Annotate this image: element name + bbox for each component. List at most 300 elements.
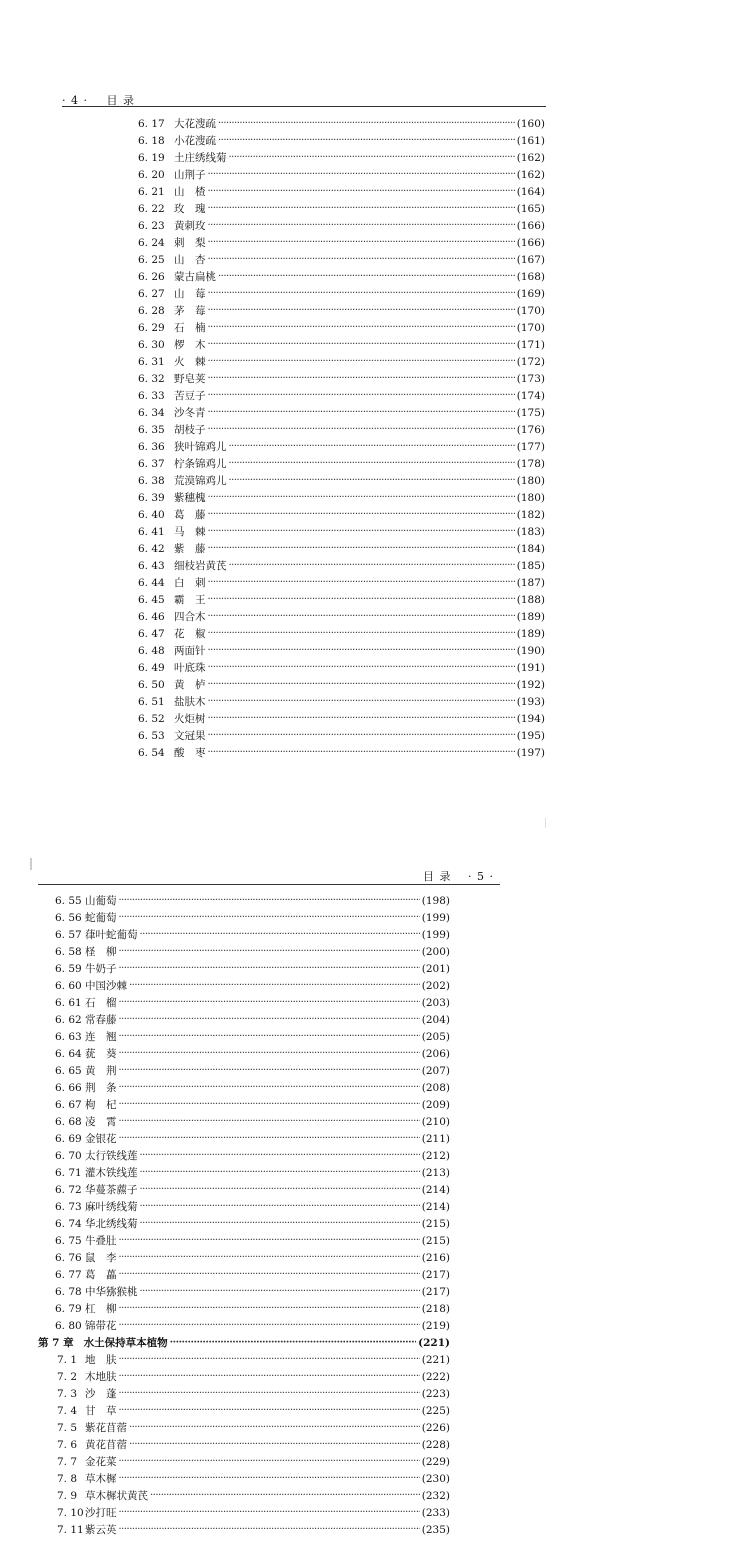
entry-number: 6. 35 [138, 423, 165, 436]
dot-leader [119, 1473, 420, 1484]
dot-leader [218, 118, 515, 129]
entry-page: (176) [516, 423, 545, 436]
entry-page: (215) [421, 1217, 450, 1230]
entry-title: 草木樨 [85, 1473, 117, 1485]
entry-title: 狭叶锦鸡儿 [174, 441, 227, 453]
dot-leader [140, 1167, 420, 1178]
entry-number: 6. 57 [55, 928, 82, 941]
dot-leader [119, 1524, 420, 1535]
toc-entry[interactable] [138, 744, 545, 761]
toc-entry[interactable] [138, 523, 545, 540]
entry-page: (223) [421, 1387, 450, 1400]
entry-page: (182) [516, 508, 545, 521]
entry-title: 中华猕猴桃 [85, 1286, 138, 1298]
entry-number: 第 7 章 [38, 1337, 74, 1349]
entry-page: (189) [516, 627, 545, 640]
entry-page: (207) [421, 1064, 450, 1077]
entry-page: (162) [516, 151, 545, 164]
entry-title: 胡枝子 [174, 424, 206, 436]
entry-page: (193) [516, 695, 545, 708]
entry-number: 6. 48 [138, 644, 165, 657]
toc-entry[interactable] [38, 1096, 450, 1113]
toc-entry[interactable] [38, 1504, 450, 1521]
entry-page: (228) [421, 1438, 450, 1451]
toc-entry[interactable] [138, 591, 545, 608]
dot-leader [208, 526, 515, 537]
dot-leader [208, 747, 515, 758]
entry-title: 甘 草 [85, 1405, 117, 1417]
dot-leader [208, 237, 515, 248]
entry-number: 6. 75 [55, 1234, 82, 1247]
toc-entry[interactable] [138, 268, 545, 285]
entry-title: 金银花 [85, 1133, 117, 1145]
entry-page: (160) [516, 117, 545, 130]
entry-number: 6. 62 [55, 1013, 82, 1026]
dot-leader [208, 220, 515, 231]
dot-leader [208, 594, 515, 605]
dot-leader [119, 1031, 420, 1042]
toc-entry[interactable] [138, 319, 545, 336]
dot-leader [208, 577, 515, 588]
toc-entry[interactable] [38, 1215, 450, 1232]
entry-page: (167) [516, 253, 545, 266]
entry-number: 7. 9 [57, 1489, 78, 1502]
toc-entry[interactable] [38, 994, 450, 1011]
dot-leader [119, 1065, 420, 1076]
entry-title: 紫花苜蓿 [85, 1422, 127, 1434]
toc-entry[interactable] [138, 251, 545, 268]
toc-entry[interactable] [38, 1062, 450, 1079]
dot-leader [208, 186, 515, 197]
toc-entry[interactable] [38, 1232, 450, 1249]
entry-number: 6. 31 [138, 355, 165, 368]
toc-entry[interactable] [38, 1147, 450, 1164]
entry-title: 野皂荚 [174, 373, 206, 385]
dot-leader [119, 1116, 420, 1127]
dot-leader [208, 645, 515, 656]
dot-leader [218, 135, 515, 146]
entry-number: 6. 79 [55, 1302, 82, 1315]
toc-entry[interactable] [38, 926, 450, 943]
entry-title: 山 杏 [174, 254, 206, 266]
entry-page: (219) [421, 1319, 450, 1332]
toc-entry[interactable] [138, 557, 545, 574]
entry-number: 6. 63 [55, 1030, 82, 1043]
dot-leader [119, 1507, 420, 1518]
entry-title: 柽 柳 [85, 946, 117, 958]
entry-number: 7. 3 [57, 1387, 78, 1400]
dot-leader [229, 458, 515, 469]
toc-entry[interactable] [38, 943, 450, 960]
entry-number: 6. 30 [138, 338, 165, 351]
toc-entry[interactable] [138, 710, 545, 727]
entry-page: (180) [516, 491, 545, 504]
toc-entry[interactable] [38, 1266, 450, 1283]
entry-title: 木地肤 [85, 1371, 117, 1383]
dot-leader [119, 1320, 420, 1331]
toc-entry[interactable] [138, 166, 545, 183]
entry-page: (214) [421, 1183, 450, 1196]
toc-page-5 [0, 830, 750, 1546]
entry-title: 枸 杞 [85, 1099, 117, 1111]
entry-page: (168) [516, 270, 545, 283]
entry-title: 草木樨状黄芪 [85, 1490, 148, 1502]
toc-entry[interactable] [138, 285, 545, 302]
entry-title: 花 椒 [174, 628, 206, 640]
entry-page: (164) [516, 185, 545, 198]
toc-entry[interactable] [138, 659, 545, 676]
dot-leader [208, 254, 515, 265]
toc-entry[interactable] [38, 1453, 450, 1470]
entry-title: 山荆子 [174, 169, 206, 181]
entry-number: 7. 1 [57, 1353, 78, 1366]
toc-entry[interactable] [38, 1487, 450, 1504]
toc-entry[interactable] [38, 1011, 450, 1028]
entry-title: 紫 藤 [174, 543, 206, 555]
toc-entry[interactable] [138, 132, 545, 149]
entry-page: (209) [421, 1098, 450, 1111]
entry-title: 椤 木 [174, 339, 206, 351]
toc-entry[interactable] [38, 960, 450, 977]
entry-title: 地 肤 [85, 1354, 117, 1366]
toc-entry[interactable] [138, 115, 545, 132]
entry-number: 6. 51 [138, 695, 165, 708]
entry-title: 蛇葡萄 [85, 912, 117, 924]
entry-number: 6. 24 [138, 236, 165, 249]
entry-number: 6. 34 [138, 406, 165, 419]
entry-title: 鼠 李 [85, 1252, 117, 1264]
dot-leader [119, 895, 420, 906]
toc-entry[interactable] [38, 1300, 450, 1317]
dot-leader [208, 322, 515, 333]
entry-title: 火炬树 [174, 713, 206, 725]
toc-entry[interactable] [138, 234, 545, 251]
entry-number: 6. 74 [55, 1217, 82, 1230]
entry-number: 6. 53 [138, 729, 165, 742]
dot-leader [119, 1456, 420, 1467]
entry-title: 沙冬青 [174, 407, 206, 419]
dot-leader [119, 1405, 420, 1416]
toc-entry[interactable] [38, 1198, 450, 1215]
toc-entry[interactable] [138, 489, 545, 506]
toc-entry[interactable] [38, 1164, 450, 1181]
toc-entry[interactable] [138, 200, 545, 217]
toc-entry[interactable] [138, 217, 545, 234]
entry-title: 凌 霄 [85, 1116, 117, 1128]
toc-entry[interactable] [138, 404, 545, 421]
entry-number: 6. 73 [55, 1200, 82, 1213]
entry-title: 石 楠 [174, 322, 206, 334]
chapter-entry[interactable] [38, 1334, 450, 1351]
toc-entry[interactable] [138, 353, 545, 370]
entry-title: 华北绣线菊 [85, 1218, 138, 1230]
entry-title: 荒漠锦鸡儿 [174, 475, 227, 487]
page-number: · 4 · [62, 94, 88, 107]
entry-page: (229) [421, 1455, 450, 1468]
entry-title: 中国沙棘 [85, 980, 127, 992]
entry-number: 6. 29 [138, 321, 165, 334]
toc-entry[interactable] [138, 574, 545, 591]
dot-leader [208, 356, 515, 367]
dot-leader [218, 271, 515, 282]
dot-leader [208, 509, 515, 520]
toc-entry[interactable] [138, 183, 545, 200]
entry-title: 太行铁线莲 [85, 1150, 138, 1162]
entry-number: 6. 46 [138, 610, 165, 623]
entry-number: 7. 6 [57, 1438, 78, 1451]
entry-number: 6. 22 [138, 202, 165, 215]
dot-leader [229, 441, 515, 452]
entry-number: 6. 17 [138, 117, 165, 130]
entry-page: (205) [421, 1030, 450, 1043]
entry-title: 紫穗槐 [174, 492, 206, 504]
dot-leader [119, 1082, 420, 1093]
entry-page: (215) [421, 1234, 450, 1247]
toc-entry[interactable] [38, 1385, 450, 1402]
entry-title: 麻叶绣线菊 [85, 1201, 138, 1213]
toc-entry[interactable] [138, 676, 545, 693]
entry-number: 6. 32 [138, 372, 165, 385]
entry-title: 常春藤 [85, 1014, 117, 1026]
entry-number: 6. 39 [138, 491, 165, 504]
toc-entry[interactable] [138, 625, 545, 642]
toc-entry[interactable] [138, 727, 545, 744]
entry-number: 6. 42 [138, 542, 165, 555]
entry-page: (197) [516, 746, 545, 759]
toc-entry[interactable] [138, 540, 545, 557]
entry-page: (175) [516, 406, 545, 419]
toc-entry[interactable] [38, 1317, 450, 1334]
entry-page: (177) [516, 440, 545, 453]
entry-title: 华蔓茶藨子 [85, 1184, 138, 1196]
toc-entry[interactable] [38, 1079, 450, 1096]
dot-leader [119, 1099, 420, 1110]
dot-leader [229, 560, 515, 571]
entry-title: 黄 栌 [174, 679, 206, 691]
entry-title: 山葡萄 [85, 895, 117, 907]
entry-title: 柠条锦鸡儿 [174, 458, 227, 470]
dot-leader [119, 1133, 420, 1144]
toc-entry[interactable] [138, 149, 545, 166]
entry-number: 7. 11 [57, 1523, 84, 1536]
toc-entry[interactable] [38, 1470, 450, 1487]
dot-leader [140, 929, 420, 940]
toc-entry[interactable] [138, 642, 545, 659]
entry-title: 沙打旺 [85, 1507, 117, 1519]
entry-page: (172) [516, 355, 545, 368]
toc-entry[interactable] [138, 421, 545, 438]
entry-number: 6. 61 [55, 996, 82, 1009]
entry-title: 山 莓 [174, 288, 206, 300]
scan-mark [545, 818, 546, 828]
toc-entry[interactable] [38, 1028, 450, 1045]
toc-entry[interactable] [138, 472, 545, 489]
entry-title: 连 翘 [85, 1031, 117, 1043]
dot-leader [208, 696, 515, 707]
toc-entry[interactable] [138, 336, 545, 353]
entry-page: (188) [516, 593, 545, 606]
entry-page: (166) [516, 236, 545, 249]
entry-page: (206) [421, 1047, 450, 1060]
dot-leader [140, 1201, 420, 1212]
toc-entry[interactable] [38, 1113, 450, 1130]
dot-leader [208, 543, 515, 554]
toc-entry[interactable] [38, 1045, 450, 1062]
entry-number: 7. 5 [57, 1421, 78, 1434]
dot-leader [119, 1014, 420, 1025]
entry-page: (173) [516, 372, 545, 385]
entry-number: 6. 77 [55, 1268, 82, 1281]
entry-page: (191) [516, 661, 545, 674]
entry-page: (201) [421, 962, 450, 975]
entry-number: 6. 65 [55, 1064, 82, 1077]
entry-page: (217) [421, 1285, 450, 1298]
entry-page: (213) [421, 1166, 450, 1179]
header-title: 目 录 [423, 870, 452, 883]
entry-page: (187) [516, 576, 545, 589]
toc-entry[interactable] [38, 977, 450, 994]
entry-number: 6. 67 [55, 1098, 82, 1111]
toc-entry[interactable] [38, 1419, 450, 1436]
entry-page: (166) [516, 219, 545, 232]
entry-number: 6. 27 [138, 287, 165, 300]
entry-page: (199) [421, 911, 450, 924]
entry-title: 牛叠肚 [85, 1235, 117, 1247]
dot-leader [140, 1286, 420, 1297]
entry-number: 6. 76 [55, 1251, 82, 1264]
entry-page: (230) [421, 1472, 450, 1485]
entry-title: 山 楂 [174, 186, 206, 198]
toc-entry[interactable] [138, 302, 545, 319]
entry-number: 6. 78 [55, 1285, 82, 1298]
entry-title: 莸 葵 [85, 1048, 117, 1060]
entry-page: (180) [516, 474, 545, 487]
entry-number: 6. 60 [55, 979, 82, 992]
scan-mark [30, 858, 32, 870]
toc-entry[interactable] [38, 1351, 450, 1368]
entry-page: (235) [421, 1523, 450, 1536]
entry-title: 沙 蓬 [85, 1388, 117, 1400]
dot-leader [229, 475, 515, 486]
toc-entry[interactable] [38, 1283, 450, 1300]
entry-title: 盐肤木 [174, 696, 206, 708]
toc-entry[interactable] [38, 1181, 450, 1198]
entry-number: 6. 36 [138, 440, 165, 453]
entry-page: (222) [421, 1370, 450, 1383]
entry-page: (178) [516, 457, 545, 470]
entry-number: 7. 4 [57, 1404, 78, 1417]
entry-number: 6. 28 [138, 304, 165, 317]
entry-number: 6. 19 [138, 151, 165, 164]
entry-title: 牛奶子 [85, 963, 117, 975]
toc-entry[interactable] [138, 506, 545, 523]
header-rule [38, 884, 500, 885]
entry-page: (217) [421, 1268, 450, 1281]
toc-entry[interactable] [138, 438, 545, 455]
entry-page: (214) [421, 1200, 450, 1213]
dot-leader [119, 1388, 420, 1399]
dot-leader [140, 1218, 420, 1229]
dot-leader [208, 305, 515, 316]
dot-leader [150, 1490, 420, 1501]
entry-number: 6. 52 [138, 712, 165, 725]
toc-entry[interactable] [138, 387, 545, 404]
entry-number: 7. 8 [57, 1472, 78, 1485]
entry-page: (208) [421, 1081, 450, 1094]
entry-title: 马 棘 [174, 526, 206, 538]
header-rule [62, 106, 546, 107]
dot-leader [208, 407, 515, 418]
entry-page: (212) [421, 1149, 450, 1162]
toc-entry[interactable] [138, 693, 545, 710]
entry-number: 7. 2 [57, 1370, 78, 1383]
entry-title: 葛 藤 [174, 509, 206, 521]
toc-entry[interactable] [38, 1521, 450, 1538]
toc-entry[interactable] [38, 1130, 450, 1147]
dot-leader [140, 1150, 420, 1161]
entry-number: 6. 58 [55, 945, 82, 958]
entry-title: 四合木 [174, 611, 206, 623]
entry-number: 6. 44 [138, 576, 165, 589]
dot-leader [129, 1422, 420, 1433]
entry-number: 6. 47 [138, 627, 165, 640]
entry-number: 6. 68 [55, 1115, 82, 1128]
entry-title: 两面针 [174, 645, 206, 657]
toc-entry[interactable] [38, 892, 450, 909]
entry-page: (162) [516, 168, 545, 181]
entry-title: 杠 柳 [85, 1303, 117, 1315]
entry-page: (202) [421, 979, 450, 992]
toc-list [38, 892, 450, 1538]
dot-leader [208, 390, 515, 401]
toc-entry[interactable] [138, 370, 545, 387]
entry-page: (226) [421, 1421, 450, 1434]
toc-entry[interactable] [138, 455, 545, 472]
dot-leader [208, 611, 515, 622]
entry-number: 6. 45 [138, 593, 165, 606]
entry-page: (161) [516, 134, 545, 147]
entry-title: 水土保持草本植物 [83, 1337, 168, 1349]
entry-number: 6. 80 [55, 1319, 82, 1332]
header-title: 目 录 [106, 94, 135, 107]
entry-page: (216) [421, 1251, 450, 1264]
entry-page: (184) [516, 542, 545, 555]
dot-leader [208, 628, 515, 639]
entry-title: 蒙古扁桃 [174, 271, 216, 283]
toc-entry[interactable] [38, 1436, 450, 1453]
entry-page: (174) [516, 389, 545, 402]
entry-number: 7. 10 [57, 1506, 84, 1519]
entry-number: 6. 72 [55, 1183, 82, 1196]
entry-title: 苦豆子 [174, 390, 206, 402]
entry-page: (232) [421, 1489, 450, 1502]
dot-leader [140, 1184, 420, 1195]
entry-title: 土庄绣线菊 [174, 152, 227, 164]
toc-entry[interactable] [38, 1402, 450, 1419]
entry-number: 6. 55 [55, 894, 82, 907]
toc-entry[interactable] [138, 608, 545, 625]
entry-title: 小花溲疏 [174, 135, 216, 147]
toc-entry[interactable] [38, 909, 450, 926]
dot-leader [208, 713, 515, 724]
entry-number: 6. 43 [138, 559, 165, 572]
dot-leader [119, 1048, 420, 1059]
entry-title: 酸 枣 [174, 747, 206, 759]
entry-number: 6. 49 [138, 661, 165, 674]
toc-entry[interactable] [38, 1368, 450, 1385]
toc-entry[interactable] [38, 1249, 450, 1266]
entry-page: (221) [418, 1336, 450, 1349]
